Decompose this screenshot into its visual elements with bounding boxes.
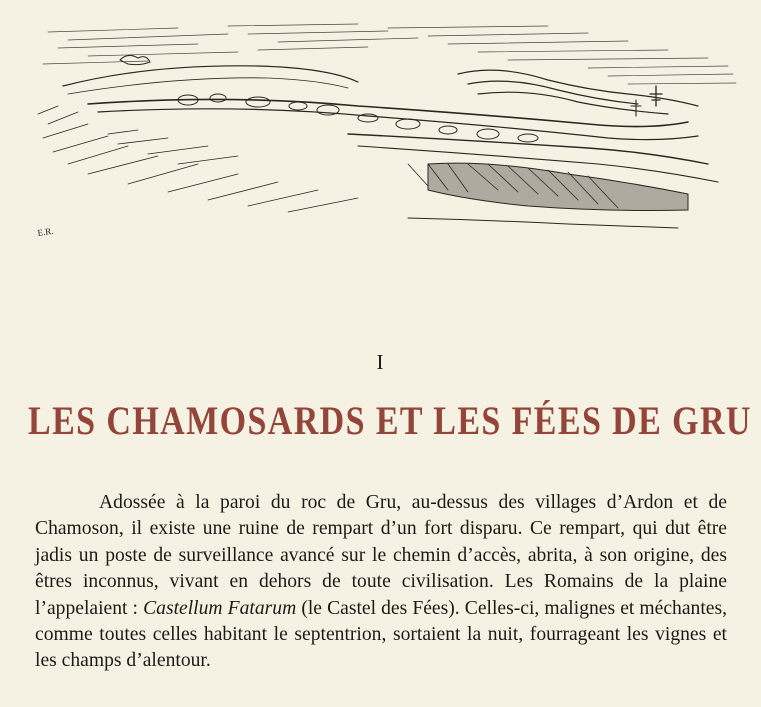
artist-signature: E.R. — [36, 225, 55, 238]
paragraph-text-end: (le Castel des Fées). Celles-ci, malignes et méchantes, comme toutes celles habitant le septentrion, sortaient la nuit, fourrageant les vignes et les champs d’alentour. — [35, 597, 728, 672]
chapter-title: LES CHAMOSARDS ET LES FÉES DE GRU — [28, 400, 752, 444]
landscape-engraving-image — [28, 14, 740, 242]
chapter-number: I — [376, 350, 385, 374]
paragraph-text-start: Adossée à la paroi du roc de Gru, au-dessus des villages d’Ardon et de Chamoson, il existe une ruine de rempart d’un fort disparu. Ce rempart, qui dut être jadis un poste de surveillance avancé sur le chemin d’accès, abrita, à son origine, des êtres inconnus, vivant en dehors de toute civilisation. Les Romains de la plaine l’appelaient : — [35, 492, 727, 619]
body-paragraph — [35, 490, 727, 675]
engraving-illustration — [28, 14, 740, 242]
latin-place-name: Castellum Fatarum — [143, 597, 297, 619]
